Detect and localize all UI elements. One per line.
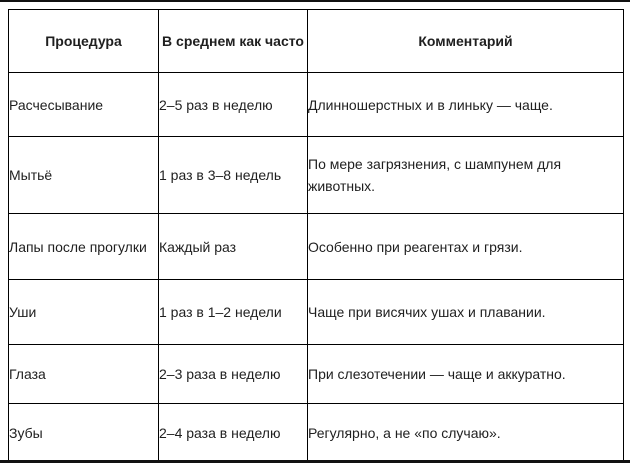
cell-frequency: 2–3 раза в неделю: [159, 345, 308, 404]
bottom-divider-line: [0, 460, 630, 463]
cell-frequency: 1 раз в 3–8 недель: [159, 137, 308, 214]
cell-procedure: Глаза: [9, 345, 159, 404]
header-procedure: Процедура: [9, 10, 159, 73]
cell-comment: Особенно при реагентах и грязи.: [308, 214, 624, 280]
cell-procedure: Мытьё: [9, 137, 159, 214]
table-row: [9, 214, 624, 280]
header-comment: Комментарий: [308, 10, 624, 73]
table-row: [9, 137, 624, 214]
cell-procedure: Зубы: [9, 404, 159, 462]
table-row: [9, 345, 624, 404]
cell-comment: Длинношерстных и в линьку — чаще.: [308, 73, 624, 137]
top-divider-line: [0, 0, 630, 2]
cell-frequency: 2–4 раза в неделю: [159, 404, 308, 462]
cell-procedure: Лапы после прогулки: [9, 214, 159, 280]
table-row: [9, 280, 624, 345]
cell-comment: По мере загрязнения, с шампунем для животных.: [308, 137, 624, 214]
table-header-row: [9, 10, 624, 73]
cell-procedure: Расчесывание: [9, 73, 159, 137]
cell-frequency: 1 раз в 1–2 недели: [159, 280, 308, 345]
cell-frequency: Каждый раз: [159, 214, 308, 280]
cell-comment: Чаще при висячих ушах и плавании.: [308, 280, 624, 345]
cell-procedure: Уши: [9, 280, 159, 345]
table-row: [9, 73, 624, 137]
cell-comment: Регулярно, а не «по случаю».: [308, 404, 624, 462]
cell-comment: При слезотечении — чаще и аккуратно.: [308, 345, 624, 404]
grooming-schedule-table: [8, 9, 624, 462]
cell-frequency: 2–5 раз в неделю: [159, 73, 308, 137]
header-frequency: В среднем как часто: [159, 10, 308, 73]
table-row: [9, 404, 624, 462]
